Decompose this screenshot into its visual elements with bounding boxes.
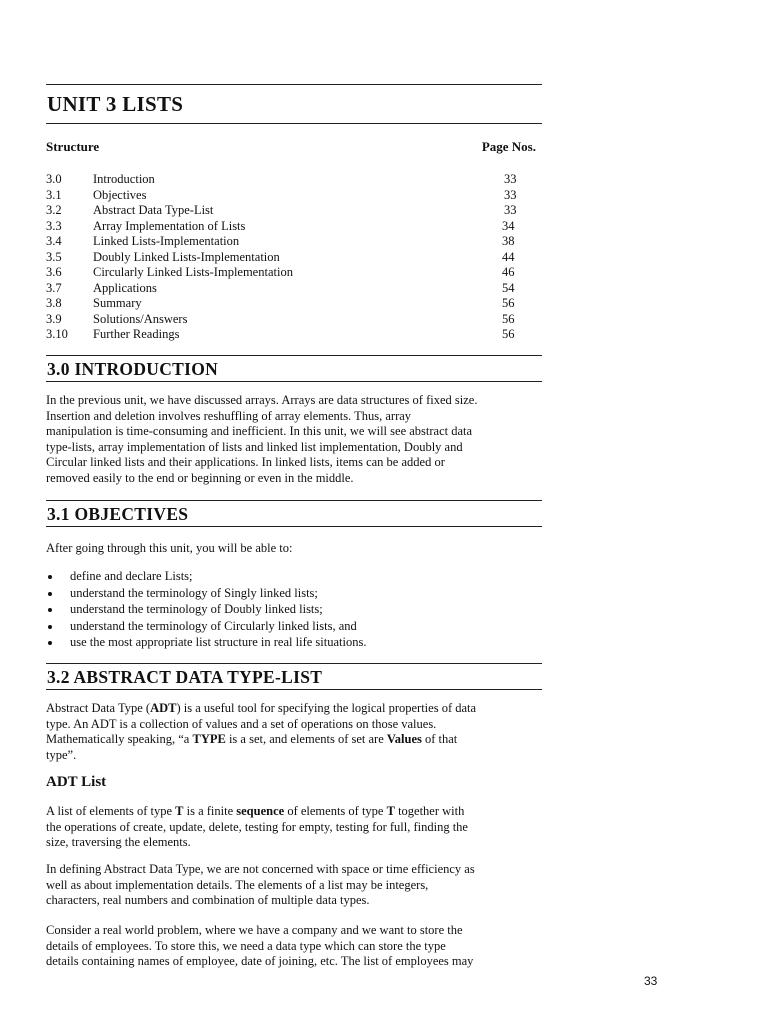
- paragraph-line: [46, 820, 542, 836]
- adt-paragraph-4: [46, 923, 542, 970]
- text-run: type. An ADT is a collection of values and a set of operations on those values.: [46, 716, 437, 731]
- adt-paragraph-1: [46, 701, 542, 763]
- toc-section-number: 3.4: [46, 234, 62, 248]
- toc-row: [46, 296, 542, 312]
- objective-item: define and declare Lists;: [46, 569, 366, 586]
- text-run: is a set, and elements of set are: [225, 732, 387, 746]
- toc-row: [46, 188, 542, 204]
- text-run: of that: [421, 732, 458, 746]
- objectives-lead-text: After going through this unit, you will be able to:: [46, 541, 293, 555]
- toc-section-title: Array Implementation of Lists: [93, 218, 246, 233]
- document-page: [46, 84, 542, 968]
- toc-section-title: Introduction: [93, 172, 155, 186]
- toc-section-number: 3.2: [46, 203, 62, 217]
- toc-page-number: 56: [502, 296, 515, 310]
- paragraph-line: [46, 804, 542, 820]
- structure-header: [46, 139, 536, 155]
- section-heading-text: 3.2 ABSTRACT DATA TYPE-LIST: [47, 667, 323, 687]
- paragraph-line: characters, real numbers and combination of multiple data types.: [46, 893, 370, 907]
- text-run: size, traversing the elements.: [46, 835, 191, 849]
- toc-section-title: Applications: [93, 280, 157, 295]
- adt-paragraph-3: [46, 862, 542, 909]
- toc-row: [46, 265, 542, 281]
- toc-page-number: 56: [502, 327, 515, 341]
- paragraph-line: [46, 748, 542, 764]
- paragraph-line: removed easily to the end or beginning or even in the middle.: [46, 470, 354, 485]
- unit-title-block: [46, 84, 542, 124]
- paragraph-line: Consider a real world problem, where we have a company and we want to store the: [46, 923, 463, 937]
- toc-section-title: Further Readings: [93, 327, 180, 341]
- toc-row: [46, 234, 542, 250]
- paragraph-line: manipulation is time-consuming and inefficient. In this unit, we will see abstract data: [46, 424, 473, 438]
- toc-row: [46, 281, 542, 297]
- toc-page-number: 44: [502, 249, 515, 264]
- paragraph-line: Circular linked lists and their applications. In linked lists, items can be added or: [46, 455, 445, 469]
- bold-term: ADT: [150, 701, 177, 715]
- text-run: A list of elements of type: [46, 804, 176, 818]
- unit-title: UNIT 3 LISTS: [47, 92, 184, 116]
- paragraph-line: In defining Abstract Data Type, we are not concerned with space or time efficiency as: [46, 862, 475, 876]
- toc-page-number: 38: [502, 234, 515, 248]
- toc-section-number: 3.6: [46, 265, 62, 279]
- toc-page-number: 54: [502, 280, 515, 295]
- objectives-lead: [46, 541, 542, 557]
- section-heading-objectives: [46, 500, 542, 527]
- toc-section-number: 3.0: [46, 172, 62, 186]
- adt-list-subheading: ADT List: [46, 774, 107, 790]
- paragraph-line: [46, 717, 542, 733]
- toc-row: [46, 327, 542, 343]
- section-heading-introduction: [46, 355, 542, 382]
- toc-page-number: 33: [504, 187, 517, 202]
- toc-row: [46, 203, 542, 219]
- text-run: is a finite: [183, 804, 237, 818]
- objective-item: understand the terminology of Doubly linked lists;: [46, 602, 366, 619]
- toc-row: [46, 172, 542, 188]
- text-run: of elements of type: [284, 804, 387, 818]
- toc-page-number: 33: [504, 203, 517, 217]
- toc-section-number: 3.5: [46, 249, 62, 264]
- paragraph-line: [46, 701, 542, 717]
- toc-page-number: 56: [502, 311, 515, 326]
- paragraph-line: In the previous unit, we have discussed arrays. Arrays are data structures of fixed size.: [46, 393, 478, 407]
- toc-section-number: 3.8: [46, 296, 62, 310]
- text-run: the operations of create, update, delete, testing for empty, testing for full, finding the: [46, 819, 468, 834]
- toc-section-number: 3.3: [46, 218, 62, 233]
- text-run: type”.: [46, 747, 77, 762]
- page-nos-label: Page Nos.: [481, 139, 536, 154]
- paragraph-line: details of employees. To store this, we need a data type which can store the type: [46, 938, 446, 953]
- paragraph-line: Insertion and deletion involves reshuffling of array elements. Thus, array: [46, 408, 412, 423]
- paragraph-line: [46, 732, 542, 748]
- toc-section-title: Circularly Linked Lists-Implementation: [93, 265, 293, 279]
- toc-section-title: Solutions/Answers: [93, 311, 188, 326]
- toc-section-title: Objectives: [93, 187, 147, 202]
- paragraph-line: type-lists, array implementation of lists and linked list implementation, Doubly and: [46, 439, 463, 454]
- bold-term: TYPE: [192, 732, 226, 746]
- section-heading-text: 3.0 INTRODUCTION: [47, 359, 219, 379]
- toc-section-number: 3.9: [46, 311, 62, 326]
- section-heading-adt: [46, 663, 542, 690]
- objective-item: use the most appropriate list structure in real life situations.: [46, 635, 366, 652]
- toc-row: [46, 250, 542, 266]
- toc-section-title: Abstract Data Type-List: [93, 203, 214, 217]
- toc-row: [46, 312, 542, 328]
- page-number: 33: [644, 974, 658, 988]
- structure-label: Structure: [46, 139, 100, 154]
- toc-section-number: 3.10: [46, 327, 68, 341]
- objective-item: understand the terminology of Singly linked lists;: [46, 586, 366, 603]
- introduction-paragraph: [46, 393, 542, 486]
- objective-item: understand the terminology of Circularly linked lists, and: [46, 619, 366, 636]
- paragraph-line: details containing names of employee, date of joining, etc. The list of employees may: [46, 954, 474, 968]
- paragraph-line: [46, 835, 542, 851]
- text-run: together with: [394, 804, 465, 818]
- text-run: Mathematically speaking, “a: [46, 732, 193, 746]
- toc-section-number: 3.1: [46, 187, 62, 202]
- adt-paragraph-2: [46, 804, 542, 851]
- toc-section-title: Linked Lists-Implementation: [93, 234, 240, 248]
- bold-term: Values: [386, 732, 422, 746]
- toc-page-number: 46: [502, 265, 515, 279]
- bold-term: sequence: [236, 804, 285, 818]
- objectives-list: [46, 569, 366, 652]
- bold-term: T: [175, 804, 184, 818]
- paragraph-line: well as about implementation details. The elements of a list may be integers,: [46, 877, 429, 892]
- bold-term: T: [386, 804, 395, 818]
- toc-page-number: 34: [502, 218, 515, 233]
- toc-row: [46, 219, 542, 235]
- text-run: Abstract Data Type (: [46, 701, 151, 715]
- toc-section-title: Summary: [93, 296, 142, 310]
- toc-page-number: 33: [504, 172, 517, 186]
- toc-section-title: Doubly Linked Lists-Implementation: [93, 249, 280, 264]
- section-heading-text: 3.1 OBJECTIVES: [47, 504, 189, 524]
- table-of-contents: [46, 172, 542, 343]
- toc-section-number: 3.7: [46, 280, 62, 295]
- text-run: ) is a useful tool for specifying the logical properties of data: [176, 701, 477, 715]
